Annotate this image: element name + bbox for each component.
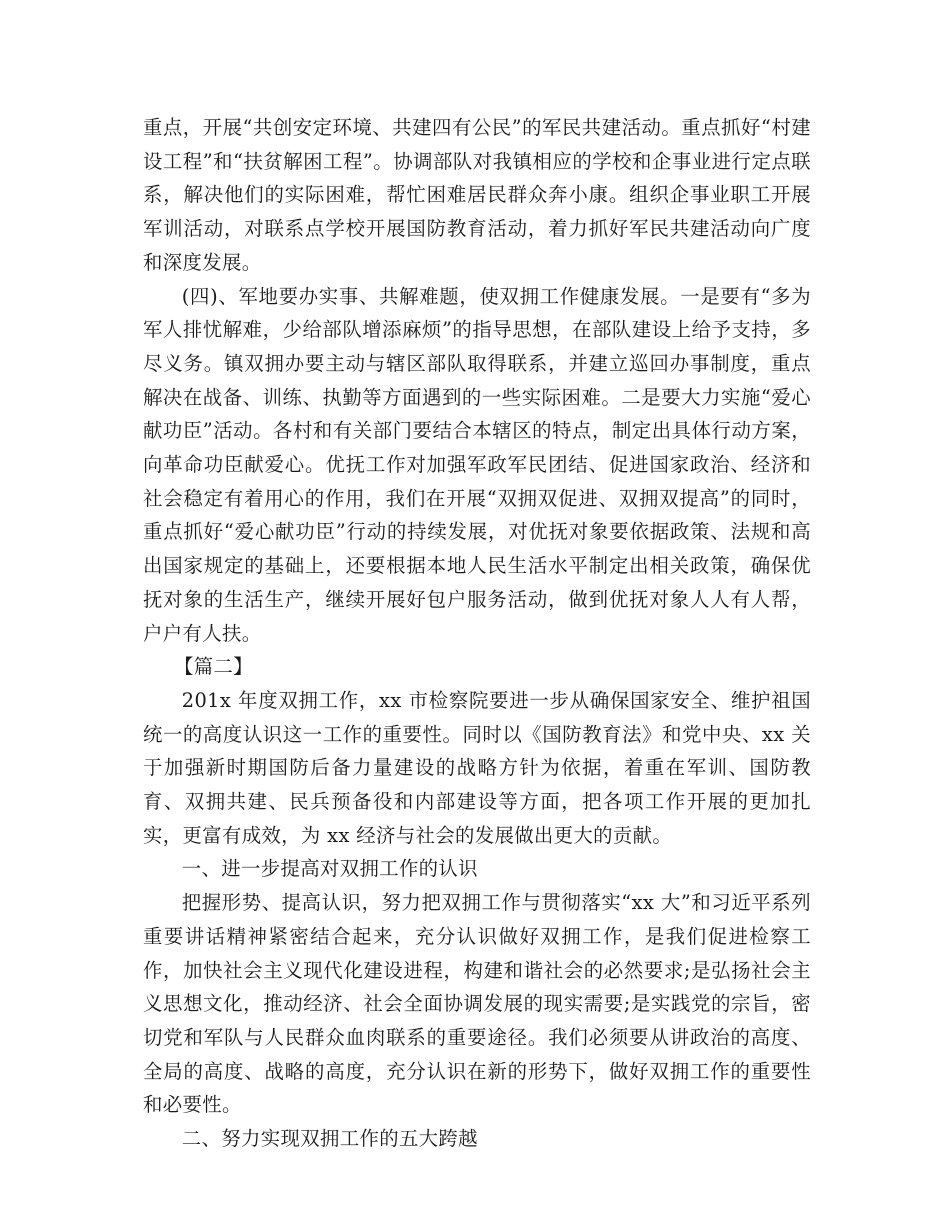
subheading-five-leaps: 二、努力实现双拥工作的五大跨越 <box>181 1127 478 1151</box>
document-body <box>143 111 811 1156</box>
subheading-improve-understanding: 一、进一步提高对双拥工作的认识 <box>181 857 478 881</box>
paragraph-militia-civilian-building: 重点，开展“共创安定环境、共建四有公民”的军民共建活动。重点抓好“村建设工程”和“扶贫解困工程”。协调部队对我镇相应的学校和企事业进行定点联系，解决他们的实际困难，帮忙困难居民群众奔小康。组织企事业职工开展军训活动，对联系点学校开展国防教育活动，着力抓好军民共建活动向广度和深度发展。 <box>143 116 811 274</box>
paragraph-grasp-situation: 把握形势、提高认识，努力把双拥工作与贯彻落实“xx 大”和习近平系列重要讲话精神紧密结合起来，充分认识做好双拥工作，是我们促进检察工作，加快社会主义现代化建设进程，构建和谐社会的必然要求;是弘扬社会主义思想文化，推动经济、社会全面协调发展的现实需要;是实践党的宗旨，密切党和军队与人民群众血肉联系的重要途径。我们必须要从讲政治的高度、全局的高度、战略的高度，充分认识在新的形势下，做好双拥工作的重要性和必要性。 <box>143 891 811 1117</box>
section-heading-part-two: 【篇二】 <box>174 655 253 679</box>
paragraph-section-four: (四)、军地要办实事、共解难题，使双拥工作健康发展。一是要有“多为军人排忧解难，少给部队增添麻烦”的指导思想，在部队建设上给予支持，多尽义务。镇双拥办要主动与辖区部队取得联系，并建立巡回办事制度，重点解决在战备、训练、执勤等方面遇到的一些实际困难。二是要大力实施“爱心献功臣”活动。各村和有关部门要结合本辖区的特点，制定出具体行动方案，向革命功臣献爱心。优抚工作对加强军政军民团结、促进国家政治、经济和社会稳定有着用心的作用，我们在开展“双拥双促进、双拥双提高”的同时，重点抓好“爱心献功臣”行动的持续发展，对优抚对象要依据政策、法规和高出国家规定的基础上，还要根据本地人民生活水平制定出相关政策，确保优抚对象的生活生产，继续开展好包户服务活动，做到优抚对象人人有人帮，户户有人扶。 <box>143 284 811 645</box>
paragraph-annual-overview: 201x 年度双拥工作，xx 市检察院要进一步从确保国家安全、维护祖国统一的高度认识这一工作的重要性。同时以《国防教育法》和党中央、xx 关于加强新时期国防后备力量建设的战略方针为依据，着重在军训、国防教育、双拥共建、民兵预备役和内部建设等方面，把各项工作开展的更加扎实，更富有成效，为 xx 经济与社会的发展做出更大的贡献。 <box>143 688 811 847</box>
